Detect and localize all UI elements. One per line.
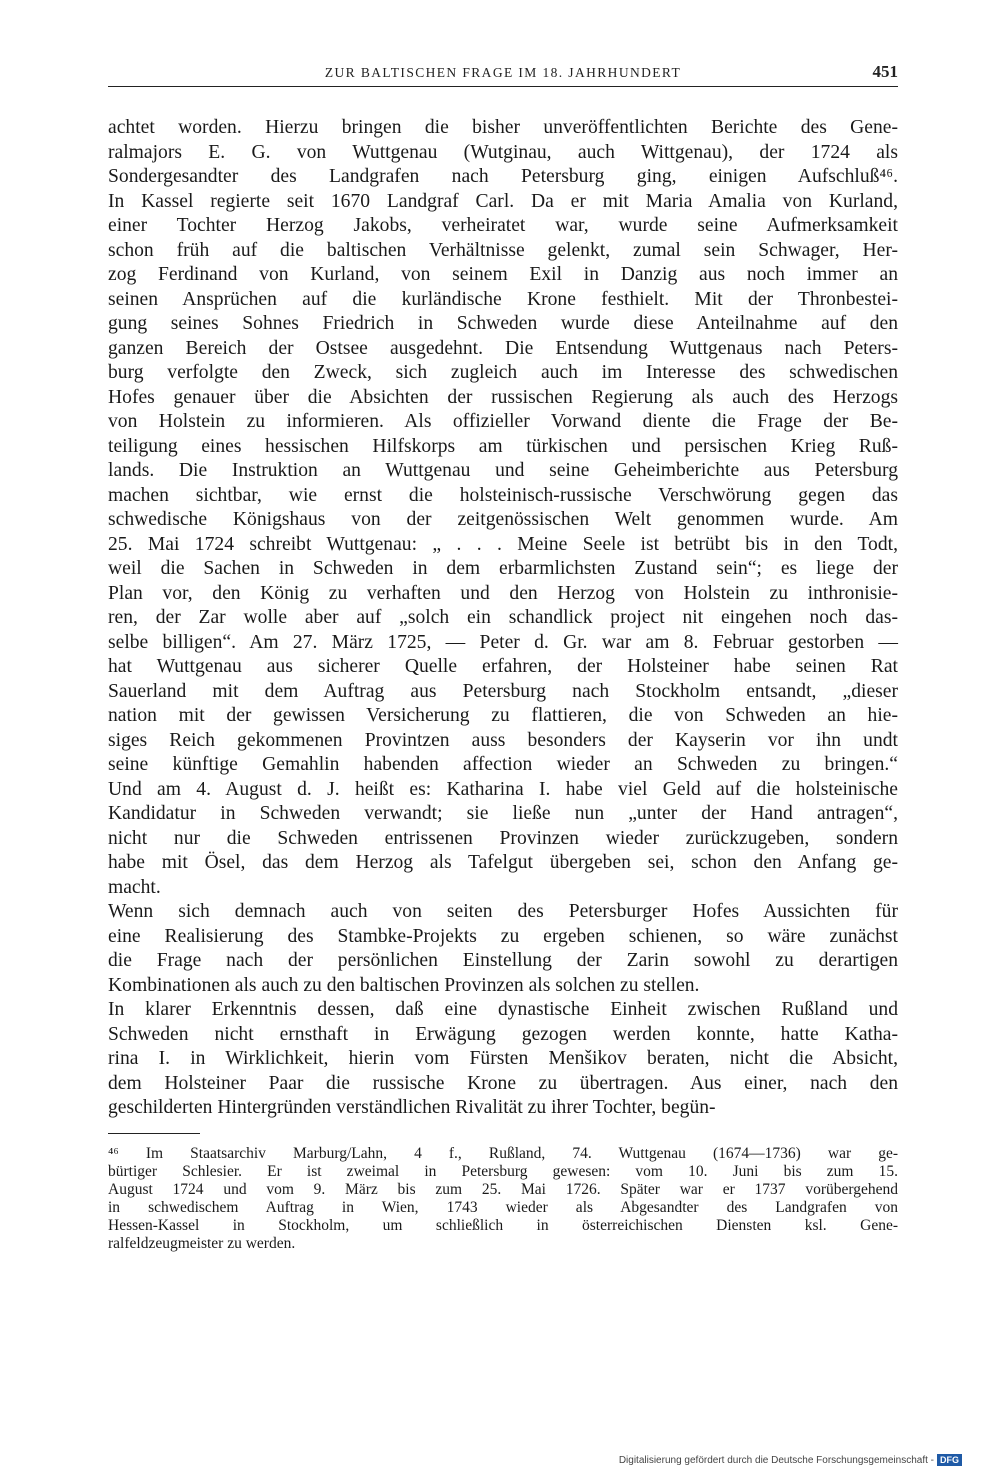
text-line: ganzen Bereich der Ostsee ausgedehnt. Die Entsendung Wuttgenaus nach Peters- — [108, 337, 898, 359]
text-line: 25. Mai 1724 schreibt Wuttgenau: „ . . . Meine Seele ist betrübt bis in den Todt, — [108, 533, 898, 555]
text-line: siges Reich gekommenen Provintzen auss besonders der Kayserin vor ihn undt — [108, 729, 898, 751]
text-line: seine künftige Gemahlin habenden affection wieder an Schweden zu bringen.“ — [108, 754, 898, 775]
footnote — [108, 1145, 898, 1254]
footnote-rule — [108, 1133, 200, 1134]
document-page — [108, 62, 898, 1254]
digitization-credit — [619, 1454, 962, 1466]
text-line: nation mit der gewissen Versicherung zu flattieren, die von Schweden an hie- — [108, 705, 898, 726]
text-line: gung seines Sohnes Friedrich in Schweden wurde diese Anteilnahme auf den — [108, 313, 898, 334]
text-line: In klarer Erkenntnis dessen, daß eine dynastische Einheit zwischen Rußland und — [108, 999, 898, 1020]
text-line: habe mit Ösel, das dem Herzog als Tafelgut übergeben sei, schon den Anfang ge- — [108, 852, 898, 873]
footnote-line: bürtiger Schlesier. Er ist zweimal in Petersburg gewesen: vom 10. Juni bis zum 15. — [108, 1162, 898, 1180]
text-line: hat Wuttgenau aus sicherer Quelle erfahren, der Holsteiner habe seinen Rat — [108, 656, 898, 677]
text-line: geschilderten Hintergründen verständlichen Rivalität zu ihrer Tochter, begün- — [108, 1097, 716, 1118]
text-line: macht. — [108, 876, 161, 898]
footnote-line: Hessen-Kassel in Stockholm, um schließlich in österreichischen Diensten ksl. Gene- — [108, 1217, 898, 1235]
text-line: Kombinationen als auch zu den baltischen Provinzen als solchen zu stellen. — [108, 974, 700, 996]
text-line: Kandidatur in Schweden verwandt; sie ließe nun „unter der Hand antragen“, — [108, 803, 898, 824]
text-line: einer Tochter Herzog Jakobs, verheiratet war, wurde seine Aufmerksamkeit — [108, 215, 898, 236]
running-title: ZUR BALTISCHEN FRAGE IM 18. JAHRHUNDERT — [324, 65, 682, 80]
text-line: Sauerland mit dem Auftrag aus Petersburg nach Stockholm entsandt, „dieser — [108, 680, 898, 702]
body-text — [108, 116, 898, 1121]
footnote-line: August 1724 und vom 9. März bis zum 25. Mai 1726. Später war er 1737 vorübergehend — [108, 1180, 898, 1198]
running-head — [108, 62, 898, 87]
dfg-logo: DFG — [937, 1454, 962, 1466]
text-line: schwedische Königshaus von der zeitgenössischen Welt genommen wurde. Am — [108, 509, 898, 530]
text-line: von Holstein zu informieren. Als offizieller Vorwand diente die Frage der Be- — [108, 411, 898, 432]
text-line: weil die Sachen in Schweden in dem erbarmlichsten Zustand sein“; es liege der — [108, 558, 898, 579]
credit-text: Digitalisierung gefördert durch die Deutsche Forschungsgemeinschaft - — [618, 1454, 934, 1466]
text-line: lands. Die Instruktion an Wuttgenau und seine Geheimberichte aus Petersburg — [108, 460, 898, 481]
text-line: die Frage nach der persönlichen Einstellung der Zarin sowohl zu derartigen — [108, 950, 898, 971]
text-line: machen sichtbar, wie ernst die holsteinisch-russische Verschwörung gegen das — [108, 484, 898, 506]
page-number: 451 — [872, 62, 898, 81]
text-line: Plan vor, den König zu verhaften und den Herzog von Holstein zu inthronisie- — [108, 582, 898, 604]
text-line: ren, der Zar wolle aber auf „solch ein schandlick project nit eingehen noch das- — [108, 607, 898, 628]
text-line: selbe billigen“. Am 27. März 1725, — Peter d. Gr. war am 8. Februar gestorben — — [108, 631, 898, 653]
text-line: zog Ferdinand von Kurland, von seinem Exil in Danzig aus noch immer an — [108, 264, 898, 285]
text-line: burg verfolgte den Zweck, sich zugleich auch im Interesse des schwedischen — [108, 362, 898, 383]
text-line: eine Realisierung des Stambke-Projekts zu ergeben schienen, so wäre zunächst — [108, 925, 898, 947]
text-line: teiligung eines hessischen Hilfskorps am türkischen und persischen Krieg Ruß- — [108, 435, 898, 457]
text-line: achtet worden. Hierzu bringen die bisher unveröffentlichten Berichte des Gene- — [108, 117, 898, 138]
text-line: Sondergesandter des Landgrafen nach Petersburg ging, einigen Aufschluß⁴⁶. — [108, 166, 898, 187]
text-line: In Kassel regierte seit 1670 Landgraf Carl. Da er mit Maria Amalia von Kurland, — [108, 190, 898, 212]
text-line: Und am 4. August d. J. heißt es: Katharina I. habe viel Geld auf die holsteinische — [108, 778, 898, 800]
text-line: Schweden nicht ernsthaft in Erwägung gezogen werden konnte, hatte Katha- — [108, 1023, 898, 1045]
text-line: Hofes genauer über die Absichten der russischen Regierung als auch des Herzogs — [108, 386, 898, 408]
text-line: ralmajors E. G. von Wuttgenau (Wutginau, auch Wittgenau), der 1724 als — [108, 141, 898, 163]
text-line: seinen Ansprüchen auf die kurländische Krone festhielt. Mit der Thronbestei- — [108, 288, 898, 310]
footnote-line: ⁴⁶ Im Staatsarchiv Marburg/Lahn, 4 f., Rußland, 74. Wuttgenau (1674—1736) war ge- — [108, 1144, 898, 1162]
text-line: rina I. in Wirklichkeit, hierin vom Fürsten Menšikov beraten, nicht die Absicht, — [108, 1048, 898, 1069]
text-line: nicht nur die Schweden entrissenen Provinzen wieder zurückzugeben, sondern — [108, 827, 898, 849]
footnote-line: ralfeldzeugmeister zu werden. — [108, 1235, 296, 1253]
text-line: dem Holsteiner Paar die russische Krone zu übertragen. Aus einer, nach den — [108, 1072, 898, 1094]
text-line: schon früh auf die baltischen Verhältnisse gelenkt, zumal sein Schwager, Her- — [108, 239, 898, 261]
text-line: Wenn sich demnach auch von seiten des Petersburger Hofes Aussichten für — [108, 901, 898, 922]
footnote-line: in schwedischem Auftrag in Wien, 1743 wieder als Abgesandter des Landgrafen von — [108, 1199, 898, 1217]
